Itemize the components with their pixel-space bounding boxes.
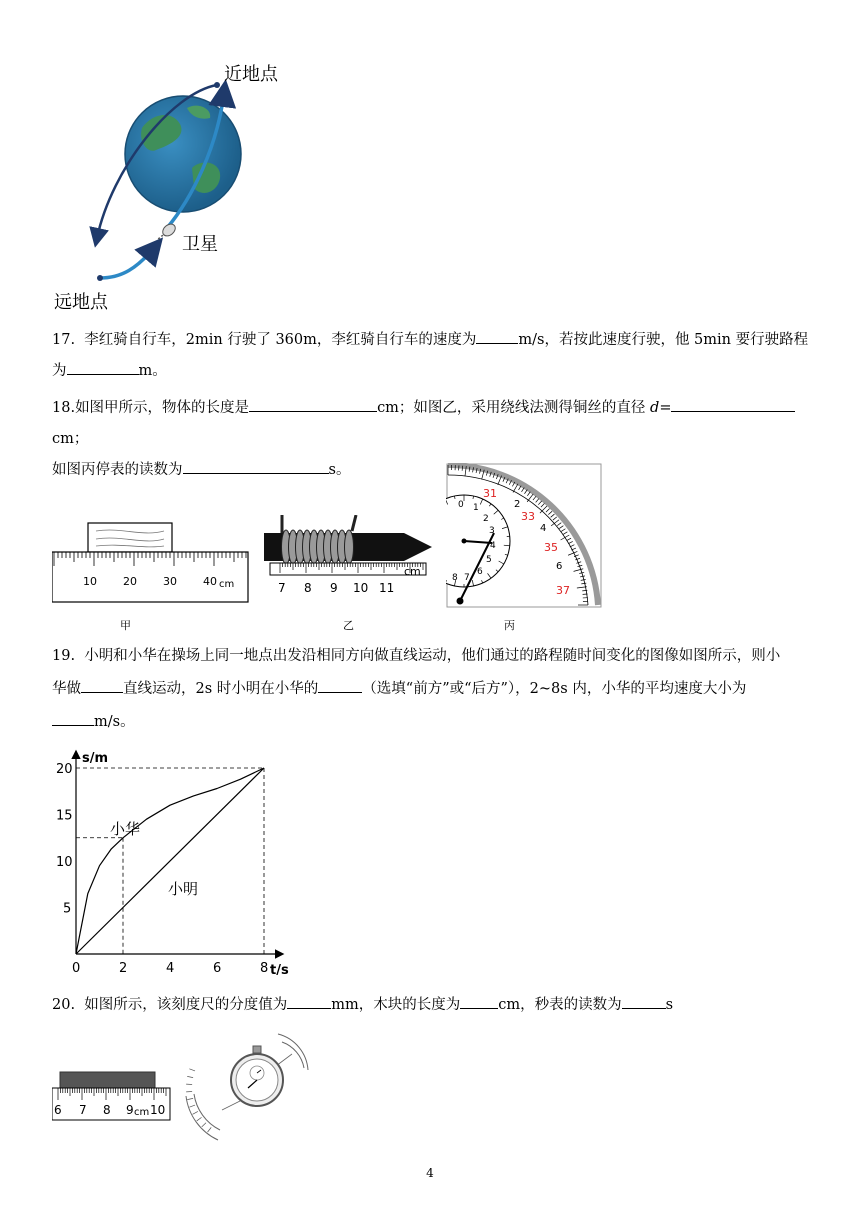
- perigee-point: [214, 82, 220, 88]
- inner-num-5: 5: [486, 555, 492, 565]
- orbit-path: [100, 248, 154, 278]
- question-19: [52, 640, 822, 739]
- question-18: [52, 393, 822, 486]
- copper-coil: [282, 515, 357, 564]
- zoom-tick: [197, 1117, 202, 1121]
- q18-number: 18.: [52, 400, 76, 416]
- q18-unit: cm；: [52, 431, 89, 447]
- ruler-20-label-7: 7: [79, 1103, 87, 1117]
- ruler-a-label-10: 10: [83, 575, 97, 588]
- q18-unit: cm；如图乙，采用绕线法测得铜丝的直径: [377, 400, 646, 416]
- outer-red-31: 31: [483, 487, 497, 500]
- coil-end: [352, 515, 356, 531]
- outer-red-37: 37: [556, 584, 570, 597]
- question-17: [52, 325, 822, 387]
- y-tick-label: 10: [56, 855, 73, 870]
- ruler-20-unit: cm: [134, 1107, 150, 1118]
- q18-d-label: d=: [650, 400, 672, 416]
- q17-blank-2[interactable]: [67, 359, 139, 375]
- zoom-tick: [187, 1098, 193, 1099]
- st-chart: [50, 742, 300, 980]
- caption-c: 丙: [504, 619, 515, 632]
- ruler-a-label-40: 40: [203, 575, 217, 588]
- q20-unit: s: [665, 997, 674, 1013]
- apogee-point: [97, 275, 103, 281]
- q18-blank-3[interactable]: [183, 458, 329, 474]
- x-tick-label: 0: [72, 961, 81, 976]
- crown: [253, 1046, 261, 1053]
- inner-num-0: 0: [458, 500, 464, 510]
- zoom-tick: [189, 1105, 195, 1107]
- q18-unit: s。: [328, 462, 351, 478]
- block: [60, 1072, 155, 1088]
- q17-number: 17.: [52, 332, 76, 348]
- q19-text: 华做: [52, 681, 81, 697]
- q18-blank-2[interactable]: [671, 396, 795, 412]
- q17-blank-1[interactable]: [476, 328, 518, 344]
- zoom-arc-bottom: [186, 1096, 218, 1140]
- q20-unit: mm，木块的长度为: [331, 997, 461, 1013]
- q19-unit: m/s。: [94, 714, 135, 730]
- coil-svg: [264, 515, 436, 605]
- y-tick-label: 5: [63, 901, 72, 917]
- ruler-a-label-30: 30: [163, 575, 177, 588]
- x-tick-label: 4: [166, 961, 175, 976]
- orbit-diagram: [52, 58, 302, 320]
- q19-blank-2[interactable]: [318, 677, 362, 693]
- ruler-b-label-7: 7: [278, 581, 286, 595]
- outer-black-4: 4: [540, 523, 547, 534]
- q17-text: 李红骑自行车，2min 行驶了 360m，李红骑自行车的速度为: [84, 332, 477, 348]
- ruler-20-label-9: 9: [126, 1103, 134, 1117]
- inner-num-8: 8: [452, 573, 458, 583]
- figure-c-stopwatch: [446, 463, 602, 609]
- ruler-20-label-8: 8: [103, 1103, 111, 1117]
- inner-num-2: 2: [483, 514, 489, 524]
- q19-blank-1[interactable]: [81, 677, 123, 693]
- stopwatch-20-svg: [182, 1030, 314, 1146]
- page-number: 4: [426, 1166, 434, 1180]
- figure-20-stopwatch: [182, 1030, 314, 1146]
- q20-number: 20.: [52, 997, 76, 1013]
- zoom-tick: [208, 1127, 212, 1132]
- q17-unit: m。: [138, 363, 167, 379]
- outer-red-33: 33: [521, 510, 535, 523]
- q20-blank-3[interactable]: [622, 993, 666, 1009]
- zoom-ticks: [186, 1069, 211, 1132]
- q20-blank-2[interactable]: [460, 993, 498, 1009]
- series-line-xiaoming: [76, 768, 264, 954]
- ruler-b-label-9: 9: [330, 581, 338, 595]
- ruler-a-unit: cm: [219, 579, 235, 590]
- outer-black-2: 2: [514, 499, 521, 510]
- y-tick-label: 15: [56, 808, 73, 824]
- x-tick-label: 6: [213, 961, 222, 976]
- figure-b-coil: [264, 515, 436, 605]
- ruler-body: [52, 552, 248, 602]
- x-axis-label: t/s: [270, 963, 289, 978]
- y-axis-label: s/m: [82, 751, 109, 766]
- coil-turn: [345, 530, 354, 564]
- st-chart-svg: [50, 742, 300, 980]
- ruler-b-label-8: 8: [304, 581, 312, 595]
- satellite: [155, 222, 178, 243]
- ruler-b-unit: cm: [404, 565, 421, 578]
- outer-red-35: 35: [544, 541, 558, 554]
- stopwatch-svg: [446, 463, 602, 609]
- series-label-xiaohua: 小华: [110, 820, 141, 838]
- q20-text: 如图所示，该刻度尺的分度值为: [84, 997, 288, 1013]
- question-20: [52, 990, 822, 1021]
- series-label-xiaoming: 小明: [168, 880, 199, 898]
- zoom-tick: [187, 1076, 193, 1077]
- q18-blank-1[interactable]: [249, 396, 377, 412]
- ruler-b-label-10: 10: [353, 581, 369, 595]
- series-lines: [76, 768, 264, 954]
- ruler-20-label-6: 6: [54, 1103, 62, 1117]
- inner-num-4: 4: [490, 541, 496, 551]
- q20-blank-1[interactable]: [287, 993, 331, 1009]
- q19-text: 直线运动，2s 时小明在小华的: [123, 681, 319, 697]
- q18-text: 如图丙停表的读数为: [52, 462, 183, 478]
- zoom-tick: [189, 1069, 195, 1071]
- orbit-figure: [52, 58, 302, 320]
- caption-b: 乙: [343, 619, 354, 632]
- q19-blank-3[interactable]: [52, 710, 94, 726]
- ruler-a-svg: [52, 515, 252, 605]
- outer-black-6: 6: [556, 561, 563, 572]
- q19-text: 小明和小华在操场上同一地点出发沿相同方向做直线运动，他们通过的路程随时间变化的图像如图所示，则小: [84, 648, 781, 664]
- satellite-label: 卫星: [182, 234, 218, 255]
- caption-a: 甲: [120, 619, 131, 632]
- figure-20-ruler: [52, 1068, 172, 1124]
- earth: [125, 96, 241, 212]
- inner-num-1: 1: [473, 503, 479, 513]
- y-tick-label: 20: [56, 762, 73, 777]
- ruler-20-label-10: 10: [150, 1103, 166, 1117]
- q20-unit: cm，秒表的读数为: [498, 997, 622, 1013]
- x-tick-label: 8: [260, 961, 269, 976]
- ruler-a-label-20: 20: [123, 575, 137, 588]
- q18-text: 如图甲所示，物体的长度是: [75, 400, 250, 416]
- ruler-body: [270, 563, 426, 575]
- inner-num-3: 3: [489, 526, 495, 536]
- apogee-label: 远地点: [54, 292, 108, 313]
- q19-number: 19.: [52, 648, 76, 664]
- zoom-tick: [202, 1123, 206, 1127]
- figure-a-ruler: [52, 515, 252, 605]
- inner-num-6: 6: [477, 567, 483, 577]
- zoom-tick: [193, 1111, 198, 1114]
- q19-text: （选填“前方”或“后方”），2~8s 内，小华的平均速度大小为: [362, 681, 747, 697]
- q17-unit: m/s，若按此速度行驶，他 5min 要行驶路程: [518, 332, 809, 348]
- q17-text: 为: [52, 363, 67, 379]
- inner-num-7: 7: [464, 573, 470, 583]
- wood-block: [88, 523, 172, 552]
- perigee-label: 近地点: [224, 64, 278, 85]
- ruler-b-label-11: 11: [379, 581, 395, 595]
- x-tick-label: 2: [119, 961, 128, 976]
